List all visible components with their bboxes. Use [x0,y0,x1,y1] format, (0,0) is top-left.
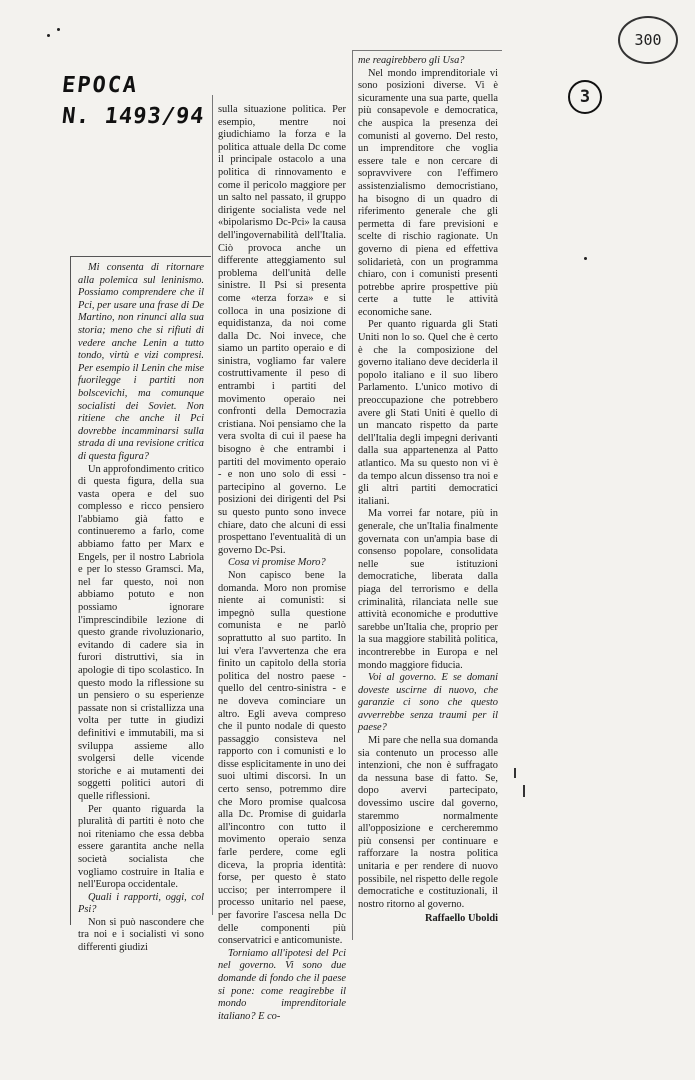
interview-answer: Per quanto riguarda gli Stati Uniti non lo so. Quel che è certo è che la composizione del governo italiano deve deciderla il popolo italiano e il suo libero Parlamento. L'unico motivo di preoccupazione che potrebbero avere gli Stati Uniti è quello di un mancato rispetto da parte dell'Italia degli impegni derivanti dalla sua appartenenza al Patto atlantico. Ma su questo non vi è da tempo alcun dissenso tra noi e gli altri partiti democratici italiani. [358,319,498,507]
article-column-1 [78,262,204,955]
article-column-2 [218,104,346,1023]
interview-answer: Mi pare che nella sua domanda sia contenuto un processo alle intenzioni, che non è suffragato da nessuna base di fatto. Se, dopo avervi partecipato, dovessimo uscire dal governo, staremmo normalmente all'opposizione e cercheremmo più consensi per continuare e rafforzare la nostra politica unitaria e per rendere di nuovo possibile, nel rispetto delle regole democratiche e costituzionali, il nostro ritorno al governo. [358,735,498,910]
interview-question: Mi consenta di ritornare alla polemica sul leninismo. Possiamo comprendere che il Pci, per usare una frase di De Martino, non rinunci alla sua storia; meno che si rifiuti di vedere anche Lenin a tutto tondo, virtù e vizi compresi. Per esempio il Lenin che mise fuorilegge i partiti non bolscevichi, ma comunque socialisti dei Soviet. Non ritiene che anche il Pci dovrebbe incamminarsi sulla strada di una revisione critica di questa figura? [78,262,204,462]
column-clipping-edge [352,50,502,51]
circled-page-number: 300 [618,16,678,64]
interview-question: Torniamo all'ipotesi del Pci nel governo. Vi sono due domande di fondo che il paese si pone: come reagirebbe il mondo imprenditoriale italiano? E co- [218,947,346,1022]
interview-answer: Non si può nascondere che tra noi e i socialisti vi sono differenti giudizi [78,916,204,954]
interview-question: Cosa vi promise Moro? [228,557,326,569]
interview-answer: sulla situazione politica. Per esempio, mentre noi giudichiamo la forza e la politica attuale della Dc come il principale ostacolo a una politica di rinnovamento e come il pericolo maggiore per un salto nel passato, il gruppo dirigente socialista vede nel «bipolarismo Dc-Pci» la causa dell'ingovernabilità dell'Italia. Ciò provoca anche un differente atteggiamento sul problema dell'unità delle sinistre. Il Psi si presenta come «terza forza» e si colloca in una posizione di equidistanza, da noi come dalla Dc. Noi invece, che siamo un partito operaio e di sinistra, vogliamo far valere costruttivamente il peso di entrambi i partiti del movimento operaio nei confronti della Democrazia cristiana. Noi pensiamo che la vera svolta di cui il paese ha bisogno è che entrambi i partiti del movimento operaio - e non uno solo di essi - partecipino al governo. Le posizioni dei dirigenti del Psi su questo punto sono invece chiare, dato che alcuni di essi prospettano l'eventualità di un governo Dc-Psi. [218,104,346,556]
margin-mark [523,785,525,797]
handwritten-issue-number: N. 1493/94 [60,104,206,129]
interview-question: Quali i rapporti, oggi, col Psi? [78,891,204,916]
interview-answer: Per quanto riguarda la pluralità di partiti è noto che noi riteniamo che essa debba essere garantita anche nella società socialista che vogliamo costruire in Italia e nell'Europa occidentale. [78,803,204,891]
circled-section-number: 3 [568,80,602,114]
article-column-3 [358,55,498,926]
column-clipping-edge [352,50,353,940]
interview-question: Voi al governo. E se domani doveste uscirne di nuovo, che garanzie ci sono che questo avverrebbe senza traumi per il paese? [358,672,498,734]
interview-answer: Ma vorrei far notare, più in generale, che un'Italia finalmente governata con un'ampia base di consenso popolare, consolidata nelle sue istituzioni democratiche, liberata dalla piaga del terrorismo e della criminalità, rilanciata nelle sue attività economiche e produttive sarebbe un'Italia che, proprio per la sua maggiore stabilità politica, incontrerebbe in Europa e nel mondo maggiore fiducia. [358,508,498,671]
interview-answer: Nel mondo imprenditoriale vi sono posizioni diverse. Vi è sicuramente una sua parte, quella più consapevole e democratica, che auspica la presenza dei comunisti al governo. Del resto, un imprenditore che voglia essere tale e non cercare di sopravvivere con l'effimero assistenzialismo democristiano, ha bisogno di un quadro di riferimento generale che gli permetta di fare previsioni e scelte di rischio ragionate. Un governo di piena ed effettiva solidarietà, con un programma chiaro, con i comunisti presenti potrebbe aprire prospettive più certe a tutte le attività economiche sane. [358,67,498,318]
interview-answer: Non capisco bene la domanda. Moro non promise niente ai comunisti: si impegnò sulla questione comunista e ne parlò soprattutto al suo partito. In lui v'era l'avvertenza che era finito un capitolo della storia politica del nostro paese - quello del centro-sinistra - e ne doveva cominciare un altro. Egli aveva compreso che il punto nodale di questo passaggio consisteva nel rapporto con i comunisti e lo disse esplicitamente in uno dei suoi ultimi discorsi. In un certo senso, potremmo dire che Moro promise qualcosa alla Dc. Promise di guidarla all'incontro con tutto il movimento operaio senza farle perdere, come egli diceva, la propria identità: forse, per questo è stato ucciso; per interrompere il processo unitario nel paese, per favorire l'ascesa nella Dc delle componenti più conservatrici e anticomuniste. [218,569,346,947]
interview-question: me reagirebbero gli Usa? [358,55,465,66]
margin-mark [514,768,516,778]
scan-speck [584,257,587,260]
column-clipping-edge [212,95,213,915]
handwritten-publication-name: EPOCA [60,73,140,98]
author-byline: Raffaello Uboldi [424,913,498,925]
scan-speck [47,34,50,37]
scan-speck [57,28,60,31]
interview-answer: Un approfondimento critico di questa figura, della sua vasta opera e del suo complesso e ricco pensiero l'abbiamo già fatto e continueremo a farlo, come abbiamo fatto per Marx e Engels, per il nostro Labriola e per lo stesso Gramsci. Ma, nel far questo, noi non abbiamo potuto e non possiamo ignorare l'imprescindibile lezione di questo grande rivoluzionario, evitando di cadere sia in furori distruttivi, sia in apologie di tipo scolastico. In questo modo la riflessione su un pensiero o su esperienze passate non si cristallizza una volta per tutte in giudizi definitivi e immutabili, ma si sviluppa assieme allo svolgersi delle vicende storiche e ai mutamenti dei soggetti politici autori di quelle riflessioni. [78,463,204,802]
